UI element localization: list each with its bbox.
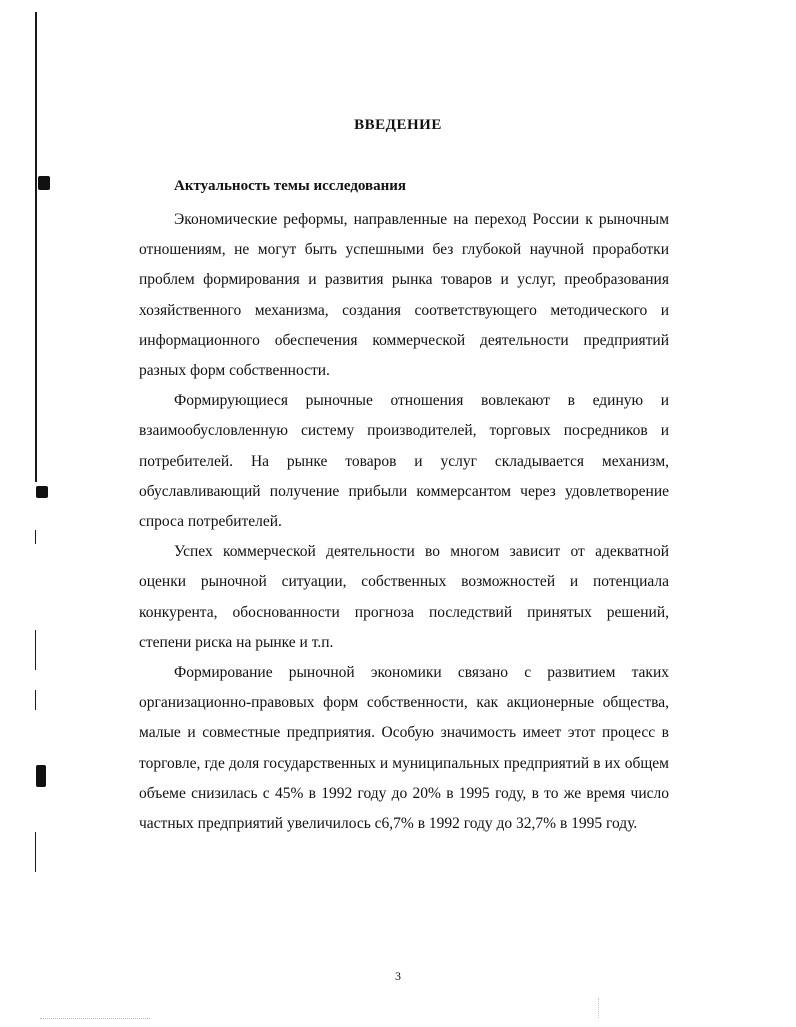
scan-hole-mark xyxy=(36,486,48,498)
scan-edge-line xyxy=(35,530,36,544)
body-text xyxy=(139,205,669,839)
scan-bottom-artifact xyxy=(40,1000,150,1019)
paragraph: Экономические реформы, направленные на переход России к рыночным отношениям, не могут быть успешными без глубокой научной проработки проблем формирования и развития рынка товаров и услуг, преобразования хозяйственного механизма, создания соответствующего методического и информационного обеспечения коммерческой деятельности предприятий разных форм собственности. xyxy=(139,211,669,380)
scan-edge-line xyxy=(35,690,36,710)
scan-edge-line xyxy=(35,832,36,872)
paragraph: Формирование рыночной экономики связано с развитием таких организационно-правовых форм собственности, как акционерные общества, малые и совместные предприятия. Особую значимость имеет этот процесс в торговле, где доля государственных и муниципальных предприятий в их общем объеме снизилась с 45% в 1992 году до 20% в 1995 году, в то же время число частных предприятий увеличилось с6,7% в 1992 году до 32,7% в 1995 году. xyxy=(139,664,669,833)
page-title: ВВЕДЕНИЕ xyxy=(354,117,442,133)
scan-bottom-artifact xyxy=(598,998,600,1018)
scan-hole-mark xyxy=(38,176,50,190)
scan-edge-line xyxy=(35,12,37,482)
scan-hole-mark xyxy=(36,765,46,787)
paragraph: Формирующиеся рыночные отношения вовлекают в единую и взаимообусловленную систему производителей, торговых посредников и потребителей. На рынке товаров и услуг складывается механизм, обуславливающий получение прибыли коммерсантом через удовлетворение спроса потребителей. xyxy=(139,392,669,531)
section-heading: Актуальность темы исследования xyxy=(174,178,407,194)
page-number: 3 xyxy=(395,969,401,983)
paragraph: Успех коммерческой деятельности во многом зависит от адекватной оценки рыночной ситуации, собственных возможностей и потенциала конкурента, обоснованности прогноза последствий принятых решений, степени риска на рынке и т.п. xyxy=(139,543,669,651)
scan-edge-line xyxy=(35,630,36,670)
